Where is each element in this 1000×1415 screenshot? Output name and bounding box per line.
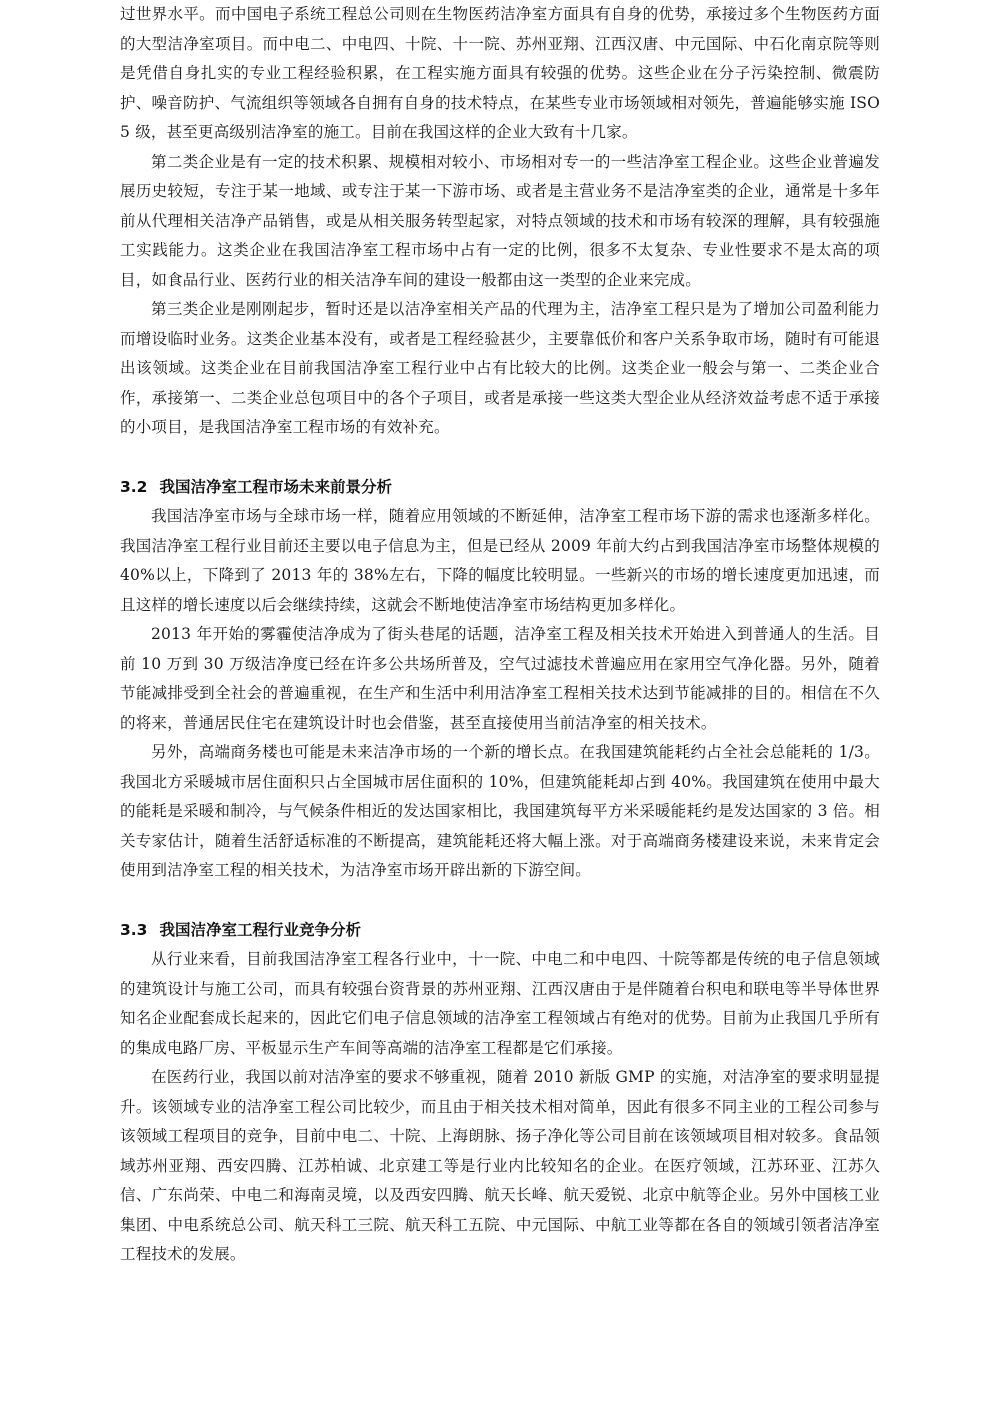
section-heading <box>120 473 880 503</box>
document-page <box>120 0 880 1270</box>
section-title-text: 我国洁净室工程市场未来前景分析 <box>159 477 392 496</box>
section-number: 3.2 <box>120 477 148 496</box>
body-paragraph: 第三类企业是刚刚起步，暂时还是以洁净室相关产品的代理为主，洁净室工程只是为了增加公司盈利能力而增设临时业务。这类企业基本没有，或者是工程经验甚少，主要靠低价和客户关系争取市场，随时有可能退出该领域。这类企业在目前我国洁净室工程行业中占有比较大的比例。这类企业一般会与第一、二类企业合作，承接第一、二类企业总包项目中的各个子项目，或者是承接一些这类大型企业从经济效益考虑不适于承接的小项目，是我国洁净室工程市场的有效补充。 <box>120 300 880 436</box>
body-paragraph: 从行业来看，目前我国洁净室工程各行业中，十一院、中电二和中电四、十院等都是传统的电子信息领域的建筑设计与施工公司，而具有较强台资背景的苏州亚翔、江西汉唐由于是伴随着台积电和联电等半导体世界知名企业配套成长起来的，因此它们电子信息领域的洁净室工程领域占有绝对的优势。目前为止我国几乎所有的集成电路厂房、平板显示生产车间等高端的洁净室工程都是它们承接。 <box>120 950 880 1057</box>
section-title-text: 我国洁净室工程行业竞争分析 <box>159 920 361 939</box>
section-spacer <box>120 886 880 916</box>
section-heading <box>120 916 880 946</box>
body-paragraph: 另外，高端商务楼也可能是未来洁净市场的一个新的增长点。在我国建筑能耗约占全社会总能耗的 1/3。我国北方采暖城市居住面积只占全国城市居住面积的 10%，但建筑能耗却占到 40%。我国建筑在使用中最大的能耗是采暖和制冷，与气候条件相近的发达国家相比，我国建筑每平方米采暖能耗约是发达国家的 3 倍。相关专家估计，随着生活舒适标准的不断提高，建筑能耗还将大幅上涨。对于高端商务楼建设来说，未来肯定会使用到洁净室工程的相关技术，为洁净室市场开辟出新的下游空间。 <box>120 743 880 879</box>
body-paragraph: 在医药行业，我国以前对洁净室的要求不够重视，随着 2010 新版 GMP 的实施，对洁净室的要求明显提升。该领域专业的洁净室工程公司比较少，而且由于相关技术相对简单，因此有很多不同主业的工程公司参与该领域工程项目的竞争，目前中电二、十院、上海朗脉、扬子净化等公司目前在该领域项目相对较多。食品领域苏州亚翔、西安四腾、江苏柏诚、北京建工等是行业内比较知名的企业。在医疗领域，江苏环亚、江苏久信、广东尚荣、中电二和海南灵境，以及西安四腾、航天长峰、航天爱锐、北京中航等企业。另外中国核工业集团、中电系统总公司、航天科工三院、航天科工五院、中元国际、中航工业等都在各自的领域引领者洁净室工程技术的发展。 <box>120 1068 880 1263</box>
body-paragraph: 第二类企业是有一定的技术积累、规模相对较小、市场相对专一的一些洁净室工程企业。这些企业普遍发展历史较短，专注于某一地域、或专注于某一下游市场、或者是主营业务不是洁净室类的企业，通常是十多年前从代理相关洁净产品销售，或是从相关服务转型起家，对特点领域的技术和市场有较深的理解，具有较强施工实践能力。这类企业在我国洁净室工程市场中占有一定的比例，很多不太复杂、专业性要求不是太高的项目，如食品行业、医药行业的相关洁净车间的建设一般都由这一类型的企业来完成。 <box>120 152 880 289</box>
body-paragraph: 我国洁净室市场与全球市场一样，随着应用领域的不断延伸，洁净室工程市场下游的需求也逐渐多样化。我国洁净室工程行业目前还主要以电子信息为主，但是已经从 2009 年前大约占到我国洁净室市场整体规模的 40%以上，下降到了 2013 年的 38%左右，下降的幅度比较明显。一些新兴的市场的增长速度更加迅速，而且这样的增长速度以后会继续持续，这就会不断地使洁净室市场结构更加多样化。 <box>120 507 880 614</box>
body-paragraph: 过世界水平。而中国电子系统工程总公司则在生物医药洁净室方面具有自身的优势，承接过多个生物医药方面的大型洁净室项目。而中电二、中电四、十院、十一院、苏州亚翔、江西汉唐、中元国际、中石化南京院等则是凭借自身扎实的专业工程经验积累，在工程实施方面具有较强的优势。这些企业在分子污染控制、微震防护、噪音防护、气流组织等领域各自拥有自身的技术特点，在某些专业市场领域相对领先，普遍能够实施 ISO 5 级，甚至更高级别洁净室的施工。目前在我国这样的企业大致有十几家。 <box>120 5 880 141</box>
section-number: 3.3 <box>120 920 148 939</box>
body-paragraph: 2013 年开始的雾霾使洁净成为了街头巷尾的话题，洁净室工程及相关技术开始进入到普通人的生活。目前 10 万到 30 万级洁净度已经在许多公共场所普及，空气过滤技术普遍应用在家用空气净化器。另外，随着节能减排受到全社会的普遍重视，在生产和生活中利用洁净室工程相关技术达到节能减排的目的。相信在不久的将来，普通居民住宅在建筑设计时也会借鉴，甚至直接使用当前洁净室的相关技术。 <box>120 625 880 732</box>
section-spacer <box>120 443 880 473</box>
